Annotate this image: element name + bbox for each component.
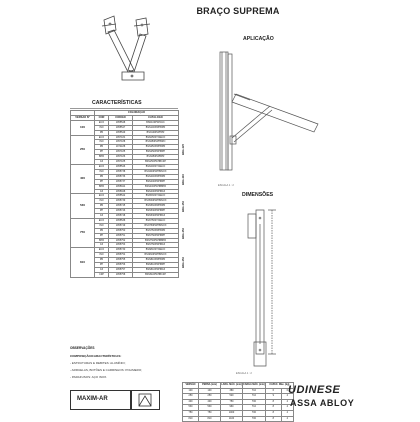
dim-cell: 710 bbox=[243, 405, 266, 411]
color-cell: CZ bbox=[95, 214, 109, 219]
code-cell: 1955737 bbox=[109, 179, 133, 184]
color-cell: ECO bbox=[95, 120, 109, 125]
dim-cell: 700 bbox=[243, 399, 266, 405]
catalog-cell: BSN750PWHBINOX bbox=[133, 223, 179, 228]
dim-cell: 8 bbox=[265, 416, 281, 422]
dim-cell: 750 bbox=[221, 399, 243, 405]
dim-cell: 380 bbox=[221, 388, 243, 394]
catalog-cell: BSN250PWHBPP bbox=[133, 150, 179, 155]
color-cell: PR bbox=[95, 130, 109, 135]
code-cell: 1955746 bbox=[109, 209, 133, 214]
divider bbox=[70, 108, 178, 109]
table-row bbox=[71, 194, 179, 199]
dim-cell: 100 bbox=[183, 388, 199, 394]
code-cell: 1957185 bbox=[109, 150, 133, 155]
catalog-cell: BSN100PWHPR bbox=[133, 130, 179, 135]
color-cell: ECO bbox=[95, 135, 109, 140]
code-cell: 1955549 bbox=[109, 130, 133, 135]
color-cell: CZ bbox=[95, 243, 109, 248]
code-cell: 1955754 bbox=[109, 253, 133, 258]
brand-group: ASSA ABLOY bbox=[290, 398, 355, 408]
code-cell: 1955538 bbox=[109, 218, 133, 223]
code-cell: 1955751 bbox=[109, 233, 133, 238]
dim-cell: 6 bbox=[265, 388, 281, 394]
dim-header-version: VERSÃO bbox=[183, 383, 199, 389]
color-cell: PP bbox=[95, 179, 109, 184]
catalog-cell: BSN530PWHBPP bbox=[133, 209, 179, 214]
code-cell: 1955745 bbox=[109, 204, 133, 209]
color-cell: INO bbox=[95, 140, 109, 145]
dim-cell: 4 bbox=[281, 416, 293, 422]
observation-item: - ESTRUTURAS E REBITES: ALUMÍNIO; bbox=[70, 361, 126, 365]
dim-cell: 100 bbox=[199, 388, 221, 394]
catalog-cell: BSN250PWHBRO bbox=[133, 140, 179, 145]
dim-cell: 750 bbox=[199, 410, 221, 416]
dim-cell: 8 bbox=[265, 410, 281, 416]
table-row bbox=[71, 164, 179, 169]
code-cell: 1955738 bbox=[109, 169, 133, 174]
code-cell: 1955757 bbox=[109, 268, 133, 273]
catalog-cell: BSN250PWHBPR bbox=[133, 145, 179, 150]
dim-cell: 8 bbox=[265, 405, 281, 411]
color-cell: INO bbox=[95, 253, 109, 258]
color-cell: CZ bbox=[95, 268, 109, 273]
code-cell: 1955547 bbox=[109, 125, 133, 130]
dim-cell: 9 bbox=[265, 394, 281, 400]
version-cell: 810 bbox=[71, 248, 95, 277]
catalog-cell: BSN400STN/ECO bbox=[133, 164, 179, 169]
dim-cell: 400 bbox=[183, 399, 199, 405]
dim-cell: 4 bbox=[281, 394, 293, 400]
color-cell: ECO bbox=[95, 218, 109, 223]
side-label: BRA-194 bbox=[181, 173, 185, 185]
catalog-cell: BSN100PWH/AC bbox=[133, 120, 179, 125]
catalog-cell: BSN400PWHBBPR bbox=[133, 184, 179, 189]
observation-item: - PARAFUSOS: AÇO INOX. bbox=[70, 375, 108, 379]
window-symbol-box bbox=[130, 390, 160, 410]
side-label: BRA-152 bbox=[181, 257, 185, 268]
version-cell: 750 bbox=[71, 218, 95, 247]
application-title: APLICAÇÃO bbox=[243, 36, 274, 42]
dimension-table-wrapper bbox=[182, 382, 294, 422]
color-cell: BPR bbox=[95, 155, 109, 160]
code-cell: 1955739 bbox=[109, 199, 133, 204]
catalog-cell: BSN810PWHBCZP bbox=[133, 272, 179, 277]
color-cell: CZ bbox=[95, 160, 109, 165]
code-cell: 1955749 bbox=[109, 223, 133, 228]
color-cell: PP bbox=[95, 150, 109, 155]
code-cell: 1955542 bbox=[109, 194, 133, 199]
col-header-version: VERSÃO Nº bbox=[71, 115, 95, 120]
catalog-cell: BSN750PWHBCZ bbox=[133, 243, 179, 248]
dim-cell: 960 bbox=[221, 405, 243, 411]
dim-cell: 530 bbox=[183, 405, 199, 411]
color-cell: INO bbox=[95, 199, 109, 204]
application-drawing bbox=[210, 44, 322, 179]
observations-subtitle: COMPOSIÇÃO/CARACTERÍSTICAS: bbox=[70, 354, 122, 358]
color-cell: ECO bbox=[95, 248, 109, 253]
code-cell: 1955758 bbox=[109, 272, 133, 277]
version-cell: 100 bbox=[71, 120, 95, 135]
page-title: BRAÇO SUPREMA bbox=[196, 6, 280, 16]
dim-cell: 4 bbox=[281, 399, 293, 405]
code-cell: 1957186 bbox=[109, 155, 133, 160]
code-cell: 1955753 bbox=[109, 243, 133, 248]
code-cell: 1955748 bbox=[109, 214, 133, 219]
col-header-code: CÓDIGO bbox=[109, 115, 133, 120]
color-cell: PP bbox=[95, 233, 109, 238]
code-cell: 1955546 bbox=[109, 164, 133, 169]
dim-cell: 4 bbox=[281, 410, 293, 416]
catalog-cell: BSN250STN/ECO bbox=[133, 135, 179, 140]
product-sketch bbox=[92, 12, 162, 96]
application-scale: ESCALA 1 : 2 bbox=[218, 184, 234, 187]
catalog-cell: BSN810STN/ECO bbox=[133, 248, 179, 253]
dim-cell: 700 bbox=[243, 410, 266, 416]
coloring-header: COLORAÇÃO bbox=[95, 111, 179, 116]
model-name: MAXIM-AR bbox=[77, 396, 108, 402]
catalog-cell: BSN250PWBPR bbox=[133, 155, 179, 160]
dim-cell: 810 bbox=[199, 416, 221, 422]
code-cell: 1955548 bbox=[109, 120, 133, 125]
dim-cell: 8 bbox=[265, 399, 281, 405]
table-row bbox=[71, 120, 179, 125]
code-cell: 1955736 bbox=[109, 174, 133, 179]
dim-cell: 250 bbox=[183, 394, 199, 400]
table-row bbox=[71, 135, 179, 140]
color-cell: INO bbox=[95, 223, 109, 228]
code-cell: 1955755 bbox=[109, 258, 133, 263]
color-cell: CZP bbox=[95, 272, 109, 277]
col-header-color: COR bbox=[95, 115, 109, 120]
code-cell: 1957184 bbox=[109, 135, 133, 140]
side-label: BRA-152 bbox=[181, 227, 185, 239]
color-cell: ECO bbox=[95, 194, 109, 199]
side-label: BRA-125 bbox=[181, 144, 185, 156]
color-cell: PR bbox=[95, 258, 109, 263]
color-cell: BPR bbox=[95, 238, 109, 243]
color-cell: PR bbox=[95, 228, 109, 233]
catalog-cell: BSN530PWHBINOX bbox=[133, 199, 179, 204]
color-cell: PP bbox=[95, 209, 109, 214]
code-cell: 1974188 bbox=[109, 145, 133, 150]
catalog-cell: BSN750PWHBPP bbox=[133, 233, 179, 238]
dim-cell: 710 bbox=[243, 388, 266, 394]
dim-cell: 4 bbox=[281, 405, 293, 411]
dimensions-scale: ESCALA 1 : 2 bbox=[236, 372, 252, 375]
dim-cell: 710 bbox=[243, 394, 266, 400]
color-cell: PR bbox=[95, 204, 109, 209]
specs-table-wrapper bbox=[70, 110, 179, 278]
dim-cell: 530 bbox=[199, 405, 221, 411]
color-cell: PR bbox=[95, 174, 109, 179]
dim-cell: 520 bbox=[221, 394, 243, 400]
version-cell: 530 bbox=[71, 194, 95, 219]
dim-cell: 1100 bbox=[221, 416, 243, 422]
catalog-cell: BSN250PWHBCZP bbox=[133, 160, 179, 165]
code-cell: 1957185 bbox=[109, 160, 133, 165]
dimensions-drawing bbox=[226, 204, 286, 376]
color-cell: PP bbox=[95, 263, 109, 268]
color-cell: ECO bbox=[95, 164, 109, 169]
code-cell: 1957188 bbox=[109, 140, 133, 145]
color-cell: BPR bbox=[95, 184, 109, 189]
catalog-cell: BSN530PWHBCZ bbox=[133, 214, 179, 219]
code-cell: 1955752 bbox=[109, 238, 133, 243]
table-row bbox=[71, 218, 179, 223]
color-cell: CZ bbox=[95, 189, 109, 194]
catalog-cell: BSN810PWHBCZ bbox=[133, 268, 179, 273]
dim-cell: 400 bbox=[199, 399, 221, 405]
code-cell: 1955944 bbox=[109, 184, 133, 189]
observations-title: OBSERVAÇÕES bbox=[70, 346, 95, 350]
color-cell: INO bbox=[95, 125, 109, 130]
catalog-cell: BSN530PWHBPR bbox=[133, 204, 179, 209]
dim-cell: 1000 bbox=[221, 410, 243, 416]
catalog-cell: BSN810PWHBPR bbox=[133, 258, 179, 263]
observation-item: - ARRUELAS, BOTÕES E CARRINHOS: POLIMERO; bbox=[70, 368, 143, 372]
catalog-cell: BSN400PWHBINOX bbox=[133, 169, 179, 174]
characteristics-title: CARACTERÍSTICAS bbox=[92, 100, 142, 106]
code-cell: 1955730 bbox=[109, 248, 133, 253]
dim-header-load: CARGA MÁX. (mm) bbox=[243, 383, 266, 389]
dim-cell: 700 bbox=[243, 416, 266, 422]
brand-logo: UDINESE bbox=[288, 384, 341, 396]
code-cell: 1955756 bbox=[109, 263, 133, 268]
version-cell: 400 bbox=[71, 164, 95, 193]
col-header-catalog: CATÁLOGO bbox=[133, 115, 179, 120]
catalog-cell: BSN750PWHBBPR bbox=[133, 238, 179, 243]
dimension-table bbox=[182, 382, 294, 422]
catalog-cell: BSN810PWHBINOX bbox=[133, 253, 179, 258]
table-row bbox=[71, 248, 179, 253]
specs-table bbox=[70, 110, 179, 278]
side-label: BRA-152 bbox=[181, 200, 185, 212]
dimensions-title: DIMENSÕES bbox=[242, 192, 274, 198]
catalog-cell: BSN750PWHBPR bbox=[133, 228, 179, 233]
dim-cell: 6 bbox=[281, 388, 293, 394]
dim-cell: 810 bbox=[183, 416, 199, 422]
dim-header-capacity: CAPAC. Máx. (kg) bbox=[265, 383, 293, 389]
catalog-cell: BSN400PWHBPP bbox=[133, 179, 179, 184]
code-cell: 1955750 bbox=[109, 228, 133, 233]
version-cell: 250 bbox=[71, 135, 95, 164]
catalog-cell: BSN750STN/ECO bbox=[133, 218, 179, 223]
color-cell: PR bbox=[95, 145, 109, 150]
color-cell: INO bbox=[95, 169, 109, 174]
code-cell: 1955948 bbox=[109, 189, 133, 194]
catalog-cell: BSN100PWHBPR bbox=[133, 125, 179, 130]
model-box bbox=[70, 390, 132, 410]
table-row bbox=[183, 416, 294, 422]
dim-header-width: LARG. MÁX. (mm) bbox=[221, 383, 243, 389]
catalog-cell: BSN400PWHBCZ bbox=[133, 189, 179, 194]
catalog-cell: BSN810PWHBPP bbox=[133, 263, 179, 268]
dim-header-leg: PERNA (mm) bbox=[199, 383, 221, 389]
dim-cell: 750 bbox=[183, 410, 199, 416]
catalog-cell: BSN530STN/ECO bbox=[133, 194, 179, 199]
window-symbol-icon bbox=[131, 391, 159, 409]
dim-cell: 250 bbox=[199, 394, 221, 400]
catalog-cell: BSN400PWHBPR bbox=[133, 174, 179, 179]
